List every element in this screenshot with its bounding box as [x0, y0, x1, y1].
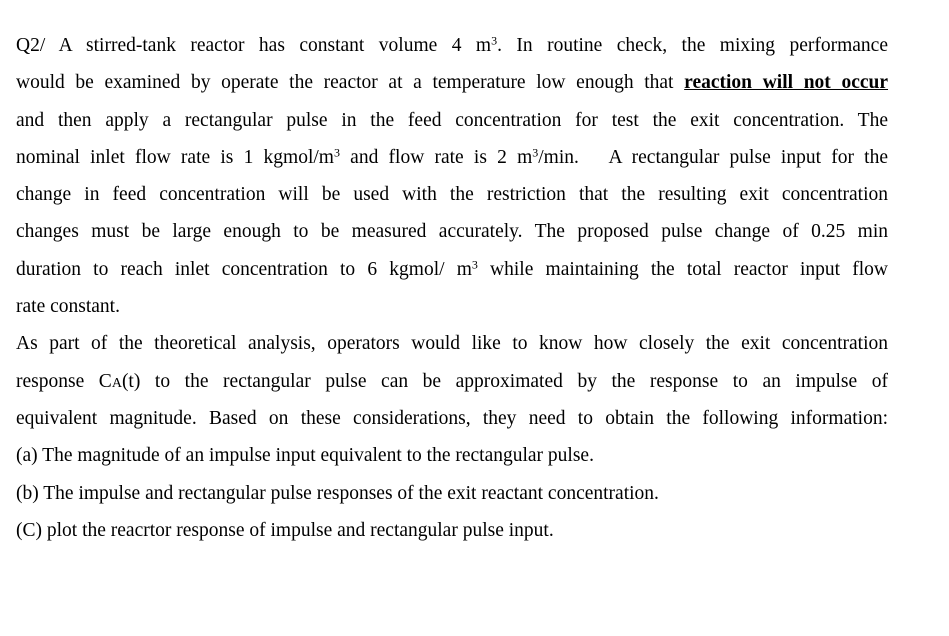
paragraph-line: and then apply a rectangular pulse in the feed concentration for test the exit concentration. The	[16, 109, 888, 131]
paragraph-line: changes must be large enough to be measured accurately. The proposed pulse change of 0.25 min	[16, 221, 888, 243]
text-run: nominal inlet flow rate is 1 kgmol/m	[16, 146, 334, 168]
paragraph-line: equivalent magnitude. Based on these considerations, they need to obtain the following information:	[16, 407, 888, 429]
superscript: 3	[333, 145, 340, 160]
paragraph-line	[16, 363, 888, 400]
text-run: response C	[16, 370, 112, 392]
subscript: A	[111, 375, 122, 391]
text-run: would be examined by operate the reactor at a temperature low enough that	[16, 72, 685, 94]
text-run: and flow rate is 2 m	[339, 146, 533, 168]
text-run: (t) to the rectangular pulse can be approximated by the response to an impulse of	[121, 370, 888, 392]
paragraph-line	[16, 27, 888, 64]
text-run: Q2/ A stirred-tank reactor has constant volume 4 m	[16, 35, 492, 56]
text-run: duration to reach inlet concentration to 6 kgmol/ m	[16, 258, 472, 280]
superscript: 3	[491, 33, 498, 48]
text-run: /min. A rectangular pulse input for the	[538, 146, 888, 168]
list-item-c: (C) plot the reacrtor response of impulse and rectangular pulse input.	[16, 519, 554, 541]
question-text	[16, 27, 888, 549]
paragraph-line	[16, 64, 888, 101]
paragraph-line: change in feed concentration will be used with the restriction that the resulting exit concentration	[16, 184, 888, 206]
text-run: while maintaining the total reactor input flow	[477, 258, 888, 280]
paragraph-line: rate constant.	[16, 296, 120, 318]
list-item-a: (a) The magnitude of an impulse input equivalent to the rectangular pulse.	[16, 445, 594, 467]
superscript: 3	[471, 257, 478, 272]
paragraph-line	[16, 251, 888, 288]
list-item-b: (b) The impulse and rectangular pulse responses of the exit reactant concentration.	[16, 482, 659, 504]
text-run: . In routine check, the mixing performance	[497, 35, 888, 56]
emphasized-text: reaction will not occur	[684, 72, 889, 94]
superscript: 3	[532, 145, 539, 160]
paragraph-line: As part of the theoretical analysis, operators would like to know how closely the exit concentration	[16, 333, 888, 355]
paragraph-line	[16, 139, 888, 176]
